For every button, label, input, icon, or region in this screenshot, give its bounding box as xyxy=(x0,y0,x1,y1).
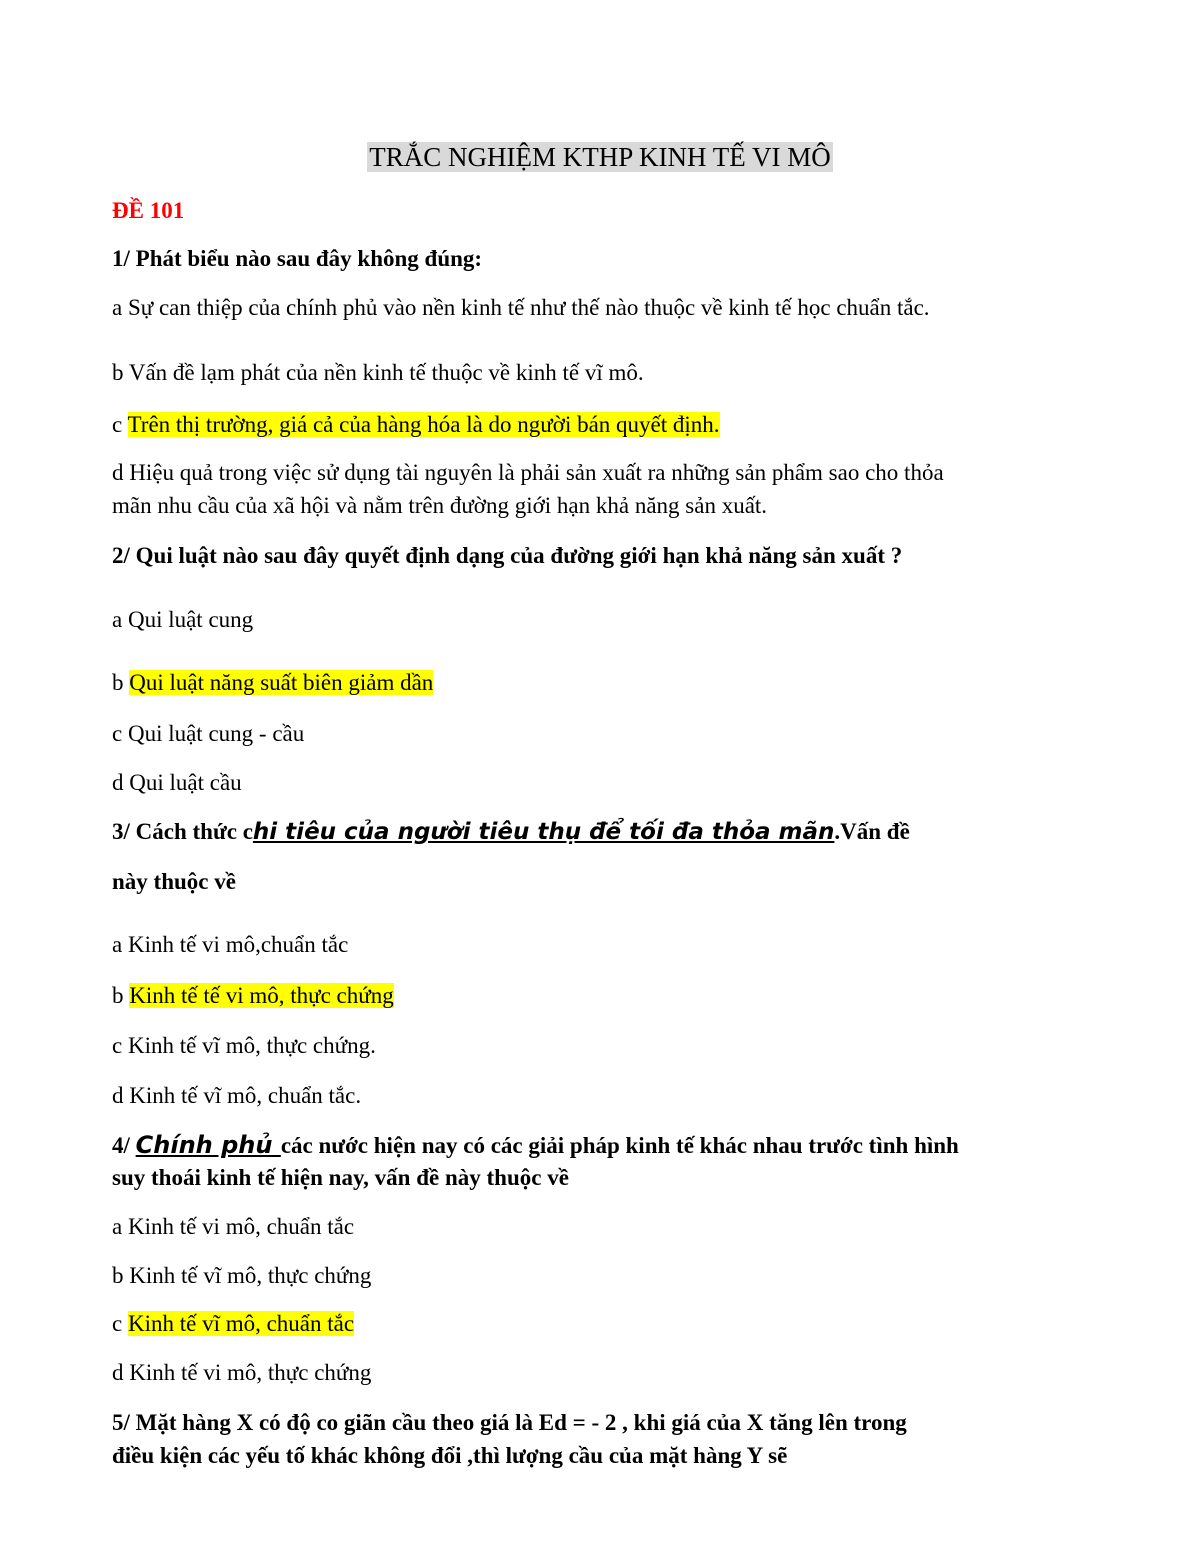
correct-answer-highlight: Qui luật năng suất biên giảm dần xyxy=(129,670,434,695)
question-1: 1/ Phát biểu nào sau đây không đúng: xyxy=(112,246,483,271)
question-2: 2/ Qui luật nào sau đây quyết định dạng của đường giới hạn khả năng sản xuất ? xyxy=(112,543,903,568)
q1-option-d-line2: mãn nhu cầu của xã hội và nằm trên đường giới hạn khả năng sản xuất. xyxy=(112,493,768,518)
correct-answer-highlight: Kinh tế vĩ mô, chuẩn tắc xyxy=(127,1311,355,1336)
q2-option-b: b Qui luật năng suất biên giảm dần xyxy=(112,670,434,695)
q2-option-a: a Qui luật cung xyxy=(112,607,254,632)
question-3-line2: này thuộc về xyxy=(112,869,236,894)
q1-option-b: b Vấn đề lạm phát của nền kinh tế thuộc về kinh tế vĩ mô. xyxy=(112,360,644,385)
q1-option-d-line1: d Hiệu quả trong việc sử dụng tài nguyên là phải sản xuất ra những sản phẩm sao cho thỏa xyxy=(112,460,944,485)
question-5-line2: điều kiện các yếu tố khác không đổi ,thì lượng cầu của mặt hàng Y sẽ xyxy=(112,1443,788,1468)
q4-option-a: a Kinh tế vi mô, chuẩn tắc xyxy=(112,1214,355,1239)
correct-answer-highlight: Kinh tế tế vi mô, thực chứng xyxy=(129,983,394,1008)
q3-option-d: d Kinh tế vĩ mô, chuẩn tắc. xyxy=(112,1083,362,1108)
q1-option-a: a Sự can thiệp của chính phủ vào nền kinh tế như thế nào thuộc về kinh tế học chuẩn tắc. xyxy=(112,295,930,320)
question-5: 5/ Mặt hàng X có độ co giãn cầu theo giá là Ed = - 2 , khi giá của X tăng lên trong xyxy=(112,1410,907,1435)
exam-code: ĐỀ 101 xyxy=(112,198,185,223)
question-4-line2: suy thoái kinh tế hiện nay, vấn đề này thuộc về xyxy=(112,1165,569,1190)
correct-answer-highlight: Trên thị trường, giá cả của hàng hóa là do người bán quyết định. xyxy=(127,412,720,437)
q3-option-b: b Kinh tế tế vi mô, thực chứng xyxy=(112,983,394,1008)
q4-option-b: b Kinh tế vĩ mô, thực chứng xyxy=(112,1263,372,1288)
q3-option-c: c Kinh tế vĩ mô, thực chứng. xyxy=(112,1033,376,1058)
question-3: 3/ Cách thức chi tiêu của người tiêu thụ để tối đa thỏa mãn.Vấn đề xyxy=(112,819,910,845)
q4-option-d: d Kinh tế vi mô, thực chứng xyxy=(112,1360,372,1385)
page-title: TRẮC NGHIỆM KTHP KINH TẾ VI MÔ xyxy=(369,142,831,172)
q2-option-d: d Qui luật cầu xyxy=(112,770,242,795)
question-4: 4/ Chính phủ các nước hiện nay có các giải pháp kinh tế khác nhau trước tình hình xyxy=(112,1131,959,1159)
q1-option-c: c Trên thị trường, giá cả của hàng hóa là do người bán quyết định. xyxy=(112,412,720,437)
q2-option-c: c Qui luật cung - cầu xyxy=(112,721,305,746)
q3-option-a: a Kinh tế vi mô,chuẩn tắc xyxy=(112,932,349,957)
q4-option-c: c Kinh tế vĩ mô, chuẩn tắc xyxy=(112,1311,355,1336)
